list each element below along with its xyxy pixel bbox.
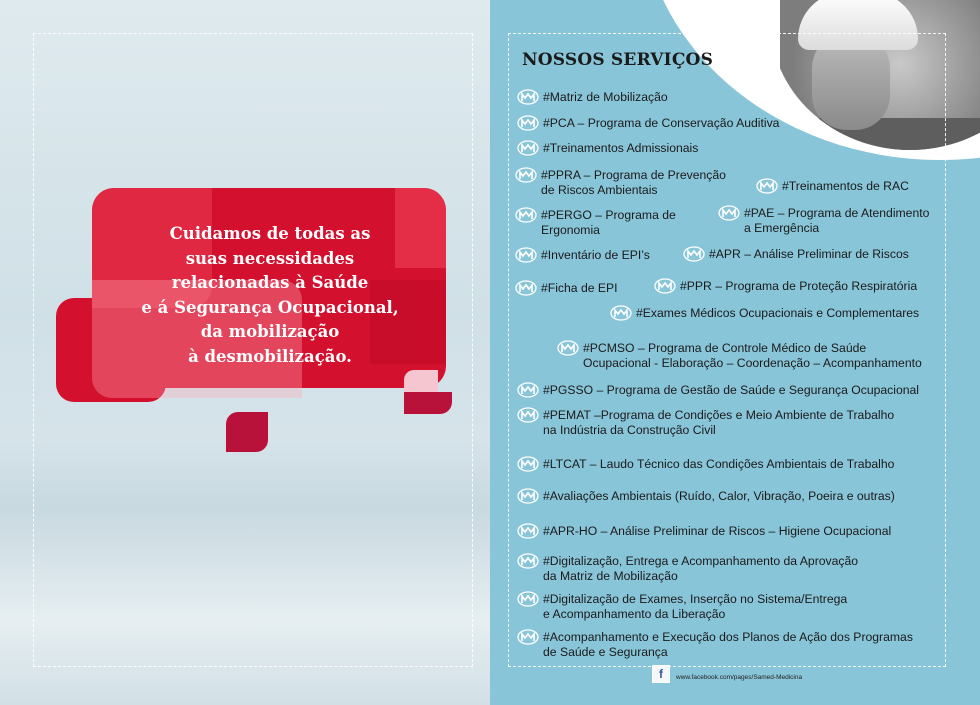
service-item: [583, 341, 922, 371]
service-line: a Emergência: [744, 221, 820, 235]
samed-logo-icon: [557, 340, 579, 356]
service-item: [541, 208, 676, 238]
samed-logo-icon: [517, 629, 539, 645]
service-line: #PCMSO – Programa de Controle Médico de Saúde: [583, 341, 867, 355]
service-line: de Saúde e Segurança: [543, 645, 668, 659]
service-line: #PPRA – Programa de Prevenção: [541, 168, 726, 182]
service-line: na Indústria da Construção Civil: [543, 423, 716, 437]
samed-logo-icon: [517, 553, 539, 569]
service-line: #Matriz de Mobilização: [543, 90, 668, 104]
samed-logo-icon: [517, 115, 539, 131]
service-item: [543, 524, 891, 539]
services-title: NOSSOS SERVIÇOS: [522, 50, 714, 70]
service-item: [680, 279, 917, 294]
dark-red-square: [404, 392, 452, 414]
service-item: [543, 116, 779, 131]
headline-line: e á Segurança Ocupacional,: [141, 297, 399, 317]
facebook-url[interactable]: www.facebook.com/pages/Samed-Medicina: [676, 674, 803, 681]
service-line: e Acompanhamento da Liberação: [543, 607, 726, 621]
service-item: [543, 90, 668, 105]
service-item: [543, 383, 919, 398]
service-line: #Treinamentos Admissionais: [543, 141, 699, 155]
service-line: #PEMAT –Programa de Condições e Meio Ambiente de Trabalho: [543, 408, 895, 422]
service-line: #Inventário de EPI’s: [541, 248, 650, 262]
service-line: #PCA – Programa de Conservação Auditiva: [543, 116, 780, 130]
service-line: #Treinamentos de RAC: [782, 179, 909, 193]
service-item: [541, 281, 618, 296]
service-line: #PAE – Programa de Atendimento: [744, 206, 930, 220]
service-line: #PERGO – Programa de: [541, 208, 676, 222]
right-panel: [490, 0, 980, 705]
service-item: [541, 168, 726, 198]
service-item: [543, 554, 858, 584]
service-line: #APR – Análise Preliminar de Riscos: [709, 247, 909, 261]
samed-logo-icon: [517, 456, 539, 472]
headline-line: Cuidamos de todas as: [169, 224, 371, 243]
samed-logo-icon: [515, 247, 537, 263]
service-line: #Exames Médicos Ocupacionais e Complementares: [636, 306, 920, 320]
service-line: #Digitalização de Exames, Inserção no Sistema/Entrega: [543, 592, 848, 606]
samed-logo-icon: [610, 305, 632, 321]
samed-logo-icon: [654, 278, 676, 294]
service-line: Ocupacional - Elaboração – Coordenação – Acompanhamento: [583, 356, 922, 370]
samed-logo-icon: [517, 523, 539, 539]
service-line: #PPR – Programa de Proteção Respiratória: [680, 279, 918, 293]
service-item: [709, 247, 909, 262]
service-line: #Acompanhamento e Execução dos Planos de Ação dos Programas: [543, 630, 913, 644]
samed-logo-icon: [517, 89, 539, 105]
samed-logo-icon: [515, 207, 537, 223]
facebook-icon[interactable]: f: [652, 665, 670, 683]
service-item: [543, 489, 895, 504]
service-line: #LTCAT – Laudo Técnico das Condições Ambientais de Trabalho: [543, 457, 895, 471]
service-line: #Avaliações Ambientais (Ruído, Calor, Vibração, Poeira e outras): [543, 489, 895, 503]
service-line: #Digitalização, Entrega e Acompanhamento da Aprovação: [543, 554, 859, 568]
samed-logo-icon: [756, 178, 778, 194]
service-line: #APR-HO – Análise Preliminar de Riscos – Higiene Ocupacional: [543, 524, 892, 538]
service-line: da Matriz de Mobilização: [543, 569, 678, 583]
service-item: [543, 457, 894, 472]
samed-logo-icon: [517, 488, 539, 504]
headline-line: à desmobilização.: [188, 346, 352, 366]
service-line: #Ficha de EPI: [541, 281, 618, 295]
samed-logo-icon: [517, 140, 539, 156]
headline-line: relacionadas à Saúde: [171, 273, 369, 292]
service-item: [744, 206, 929, 236]
service-item: [543, 630, 913, 660]
dark-red-bottom-square: [226, 412, 268, 452]
service-item: [636, 306, 919, 321]
service-item: [543, 408, 894, 438]
service-line: #PGSSO – Programa de Gestão de Saúde e Segurança Ocupacional: [543, 383, 920, 397]
samed-logo-icon: [515, 167, 537, 183]
samed-logo-icon: [718, 205, 740, 221]
headline-text: [96, 222, 444, 369]
service-item: [541, 248, 650, 263]
samed-logo-icon: [683, 246, 705, 262]
service-line: Ergonomia: [541, 223, 600, 237]
headline-line: da mobilização: [200, 322, 340, 341]
samed-logo-icon: [517, 591, 539, 607]
pink-square: [404, 370, 438, 394]
samed-logo-icon: [515, 280, 537, 296]
samed-logo-icon: [517, 407, 539, 423]
service-line: de Riscos Ambientais: [541, 183, 658, 197]
samed-logo-icon: [517, 382, 539, 398]
service-item: [543, 592, 847, 622]
service-item: [782, 179, 909, 194]
headline-line: suas necessidades: [185, 248, 355, 268]
service-item: [543, 141, 698, 156]
